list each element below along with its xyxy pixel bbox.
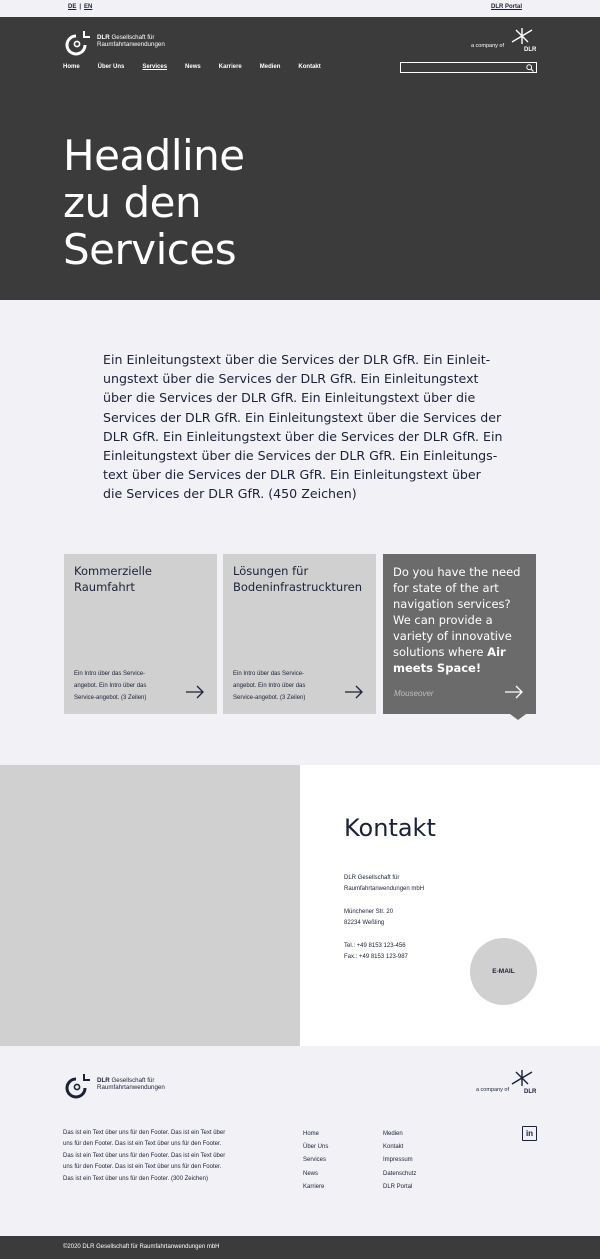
nav-item-karriere[interactable]: Karriere: [218, 64, 242, 70]
contact-city: 82234 Weßling: [344, 920, 385, 926]
nav-item-kontakt[interactable]: Kontakt: [298, 64, 321, 70]
headline-line-3: Services: [63, 225, 237, 274]
card-pointer: [510, 714, 526, 720]
footer-nav-col-1: [303, 1128, 328, 1194]
card-description: Ein Intro über das Service-angebot. Ein Intro über das Service-angebot. (3 Zeilen): [233, 671, 306, 701]
headline-line-2: zu den: [63, 178, 202, 227]
main-nav: [63, 64, 339, 70]
search-input[interactable]: [400, 62, 537, 73]
nav-item-home[interactable]: Home: [63, 64, 80, 70]
contact-image-placeholder: [0, 765, 300, 1046]
dlr-portal-link[interactable]: DLR Portal: [490, 4, 522, 10]
contact-company: [344, 873, 424, 895]
nav-item-news[interactable]: News: [185, 64, 201, 70]
footer-nav-col-2: [383, 1128, 416, 1194]
copyright-bar: [0, 1236, 600, 1259]
card-title-line-2: Raumfahrt: [74, 579, 135, 594]
contact-tel[interactable]: Tel.: +49 8153 123-456: [344, 943, 406, 949]
footer-link-medien[interactable]: Medien: [383, 1131, 403, 1137]
brand-name: [97, 34, 165, 48]
arrow-right-icon[interactable]: [344, 685, 364, 699]
card-hover-bold: Air meets Space!: [393, 645, 506, 675]
card-hover-body: Do you have the need for state of the art navigation services? We can provide a variety of innovative solutions where: [393, 565, 521, 659]
footer-link-home[interactable]: Home: [303, 1131, 320, 1137]
hero-section: [0, 17, 600, 300]
contact-fax: Fax.: +49 8153 123-987: [344, 954, 408, 960]
linkedin-icon[interactable]: in: [522, 1126, 537, 1141]
brand-name-rest: Gesellschaft für: [109, 1077, 155, 1084]
contact-phone: [344, 941, 408, 963]
logo-mark-icon: [64, 1073, 92, 1099]
service-card-bodeninfrastrukturen[interactable]: [223, 554, 376, 714]
dlr-logo-text: DLR: [524, 1089, 536, 1094]
footer-link-dlr-portal[interactable]: DLR Portal: [383, 1183, 413, 1190]
footer-link-impressum[interactable]: Impressum: [383, 1157, 413, 1164]
arrow-right-icon[interactable]: [504, 685, 524, 699]
dlr-logo-icon: [508, 28, 536, 52]
search-icon[interactable]: [526, 64, 534, 72]
contact-title: Kontakt: [344, 814, 436, 842]
brand-name-line2: Raumfahrtanwendungen: [97, 41, 165, 48]
nav-item-ueber-uns[interactable]: Über Uns: [97, 64, 125, 70]
headline-line-1: Headline: [63, 131, 245, 180]
company-of-label: a company of: [470, 43, 504, 49]
contact-company-line-1: DLR Gesellschaft für: [344, 875, 400, 881]
arrow-right-icon[interactable]: [185, 685, 205, 699]
nav-item-services[interactable]: Services: [142, 64, 168, 70]
company-of-label: a company of: [475, 1087, 509, 1093]
service-card-kommerzielle-raumfahrt[interactable]: [64, 554, 217, 714]
dlr-logo-icon: [508, 1070, 536, 1094]
footer-link-datenschutz[interactable]: Datenschutz: [383, 1170, 417, 1177]
footer-brand-logo[interactable]: [64, 1073, 194, 1099]
footer-link-news[interactable]: News: [303, 1170, 319, 1177]
footer-link-ueber-uns[interactable]: Über Uns: [303, 1144, 329, 1151]
contact-address: [344, 907, 393, 929]
brand-name-line2: Raumfahrtanwendungen: [97, 1084, 165, 1091]
email-button[interactable]: E-MAIL: [470, 938, 537, 1005]
lang-en-link[interactable]: EN: [84, 4, 93, 10]
brand-name-bold: DLR: [97, 34, 110, 41]
lang-separator: |: [79, 4, 82, 10]
card-hover-text: [393, 564, 523, 676]
card-title: [74, 564, 152, 595]
service-card-hover[interactable]: [383, 554, 536, 714]
nav-item-medien[interactable]: Medien: [259, 64, 281, 70]
footer-link-services[interactable]: Services: [303, 1157, 327, 1164]
contact-section: [300, 765, 600, 1046]
page-headline: [63, 132, 245, 273]
footer-brand-name: [97, 1077, 165, 1091]
parent-company[interactable]: [466, 28, 536, 52]
card-title-line-1: Lösungen für: [233, 564, 309, 578]
mouseover-label: Mouseover: [394, 689, 434, 698]
footer-link-kontakt[interactable]: Kontakt: [383, 1144, 404, 1151]
lang-de-link[interactable]: DE: [68, 4, 77, 10]
card-description: Ein Intro über das Service-angebot. Ein Intro über das Service-angebot. (3 Zeilen): [74, 671, 147, 701]
contact-company-line-2: Raumfahrtanwendungen mbH: [344, 886, 425, 892]
footer-about-text: Das ist ein Text über uns für den Footer. Das ist ein Text über uns für den Footer. Das ist ein Text über uns für den Footer. Das ist ein Text über uns für den Footer. Das ist ein Text über uns für den Footer. Das ist ein Text über uns für den Footer. Das ist ein Text über uns für den Footer. (300 Zeichen): [63, 1130, 226, 1182]
brand-logo[interactable]: [64, 30, 194, 56]
brand-name-bold: DLR: [97, 1077, 110, 1084]
dlr-logo-text: DLR: [524, 47, 536, 52]
card-title: [233, 564, 362, 595]
brand-name-rest: Gesellschaft für: [109, 34, 155, 41]
copyright-text: ©2020 DLR Gesellschaft für Raumfahrtanwendungen mbH: [63, 1244, 220, 1250]
card-title-line-2: Bodeninfrastruckturen: [233, 579, 363, 594]
contact-street: Münchener Str. 20: [344, 909, 394, 915]
footer-link-karriere[interactable]: Karriere: [303, 1183, 325, 1190]
intro-text: Ein Einleitungstext über die Services der DLR GfR. Ein Einleit-ungstext über die Services der DLR GfR. Ein Einleitungstext über die Services der DLR GfR. Ein Einleitungstext über die Services der DLR GfR. Ein Einleitungstext über die Services der DLR GfR. Ein Einleitungstext über die Services der DLR GfR. Ein Einleitungstext über die Services der DLR GfR. Ein Einleitungs-text über die Services der DLR GfR. Ein Einleitungstext über die Services der DLR GfR. (450 Zeichen): [103, 352, 503, 502]
footer: [0, 1046, 600, 1236]
logo-mark-icon: [64, 30, 92, 56]
language-switcher: [68, 4, 92, 10]
card-title-line-1: Kommerzielle: [74, 564, 152, 578]
top-bar: [0, 0, 600, 17]
footer-parent-company[interactable]: [466, 1070, 536, 1094]
